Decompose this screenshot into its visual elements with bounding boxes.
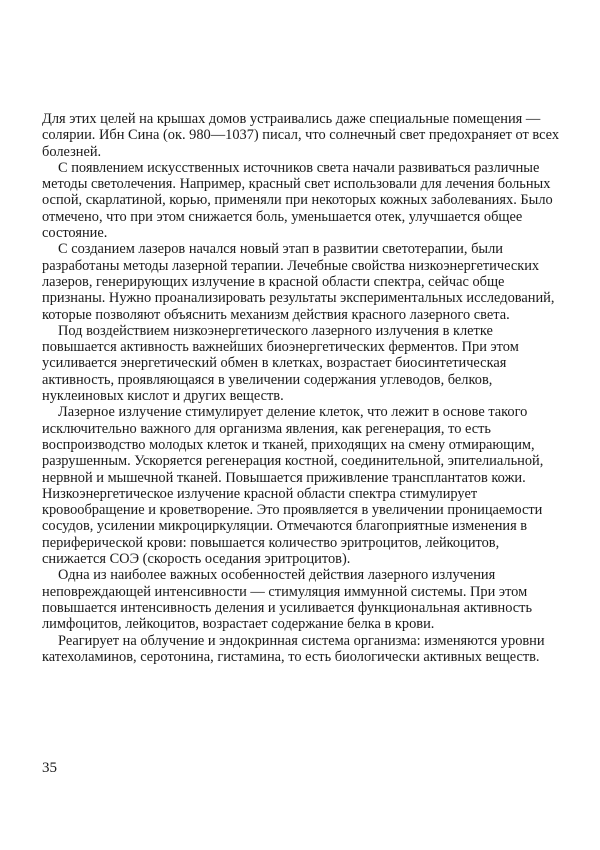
text-line: которые позволяют объяснить механизм действия красного лазерного света. xyxy=(42,306,510,323)
text-line: солярии. Ибн Сина (ок. 980—1037) писал, что солнечный свет предохраняет от всех xyxy=(42,127,560,144)
text-line: болезней. xyxy=(42,143,102,160)
text-line: усиливается энергетический обмен в клетках, возрастает биосинтетическая xyxy=(42,355,507,372)
text-line: повышается активность важнейших биоэнергетических ферментов. При этом xyxy=(42,339,519,356)
text-line: Низкоэнергетическое излучение красной области спектра стимулирует xyxy=(42,485,478,502)
text-line: Реагирует на облучение и эндокринная система организма: изменяются уровни xyxy=(58,632,545,649)
text-line: Лазерное излучение стимулирует деление клеток, что лежит в основе такого xyxy=(58,404,528,421)
paragraph-7 xyxy=(42,632,545,666)
paragraph-3 xyxy=(42,241,555,323)
text-line: лимфоцитов, лейкоцитов, возрастает содержание белка в крови. xyxy=(42,616,435,633)
text-line: кровообращение и кроветворение. Это проявляется в увеличении проницаемости xyxy=(42,502,543,519)
text-line: Для этих целей на крышах домов устраивались даже специальные помещения — xyxy=(42,111,541,127)
text-line: разработаны методы лазерной терапии. Лечебные свойства низкоэнергетических xyxy=(42,257,540,274)
text-line: Под воздействием низкоэнергетического лазерного излучения в клетке xyxy=(58,322,493,339)
paragraph-4 xyxy=(42,323,538,404)
paragraph-2 xyxy=(42,159,553,242)
text-line: состояние. xyxy=(42,225,108,242)
text-line: сосудов, усилении микроциркуляции. Отмечаются благоприятные изменения в xyxy=(42,518,528,535)
text-line: отмечено, что при этом снижается боль, уменьшается отек, улучшается общее xyxy=(42,208,523,225)
text-line: повышается интенсивность деления и усиливается функциональная активность xyxy=(42,599,533,616)
text-line: воспроизводство молодых клеток и тканей, приходящих на смену отмирающим, xyxy=(42,436,535,453)
text-line: признаны. Нужно проанализировать результаты экспериментальных исследований, xyxy=(42,290,555,307)
text-line: Одна из наиболее важных особенностей действия лазерного излучения xyxy=(58,567,496,584)
text-line: оспой, скарлатиной, корью, применяли при некоторых кожных заболеваниях. Было xyxy=(42,192,553,209)
document-body xyxy=(42,111,560,665)
text-line: неповреждающей интенсивности — стимуляция иммунной системы. При этом xyxy=(42,583,528,600)
text-line: С появлением искусственных источников света начали развиваться различные xyxy=(58,159,540,176)
text-line: периферической крови: повышается количество эритроцитов, лейкоцитов, xyxy=(42,534,500,551)
page-number: 35 xyxy=(42,760,57,776)
paragraph-1 xyxy=(42,111,560,160)
text-line: исключительно важного для организма явления, как регенерация, то есть xyxy=(42,420,491,437)
text-line: С созданием лазеров начался новый этап в развитии светотерапии, были xyxy=(58,241,503,258)
text-line: лазеров, генерирующих излучение в красной области спектра, сейчас обще xyxy=(42,273,505,290)
text-line: активность, проявляющаяся в увеличении содержания углеводов, белков, xyxy=(42,371,493,388)
text-line: нервной и мышечной тканей. Повышается приживление трансплантатов кожи. xyxy=(42,469,526,486)
text-line: катехоламинов, серотонина, гистамина, то есть биологически активных веществ. xyxy=(42,648,540,665)
text-line: разрушенным. Ускоряется регенерация костной, соединительной, эпителиальной, xyxy=(42,453,544,470)
paragraph-6 xyxy=(42,567,538,632)
text-line: снижается СОЭ (скорость оседания эритроцитов). xyxy=(42,551,351,568)
paragraph-5 xyxy=(42,404,544,568)
text-line: нуклеиновых кислот и других веществ. xyxy=(42,388,284,405)
text-line: методы светолечения. Например, красный свет использовали для лечения больных xyxy=(42,176,551,193)
